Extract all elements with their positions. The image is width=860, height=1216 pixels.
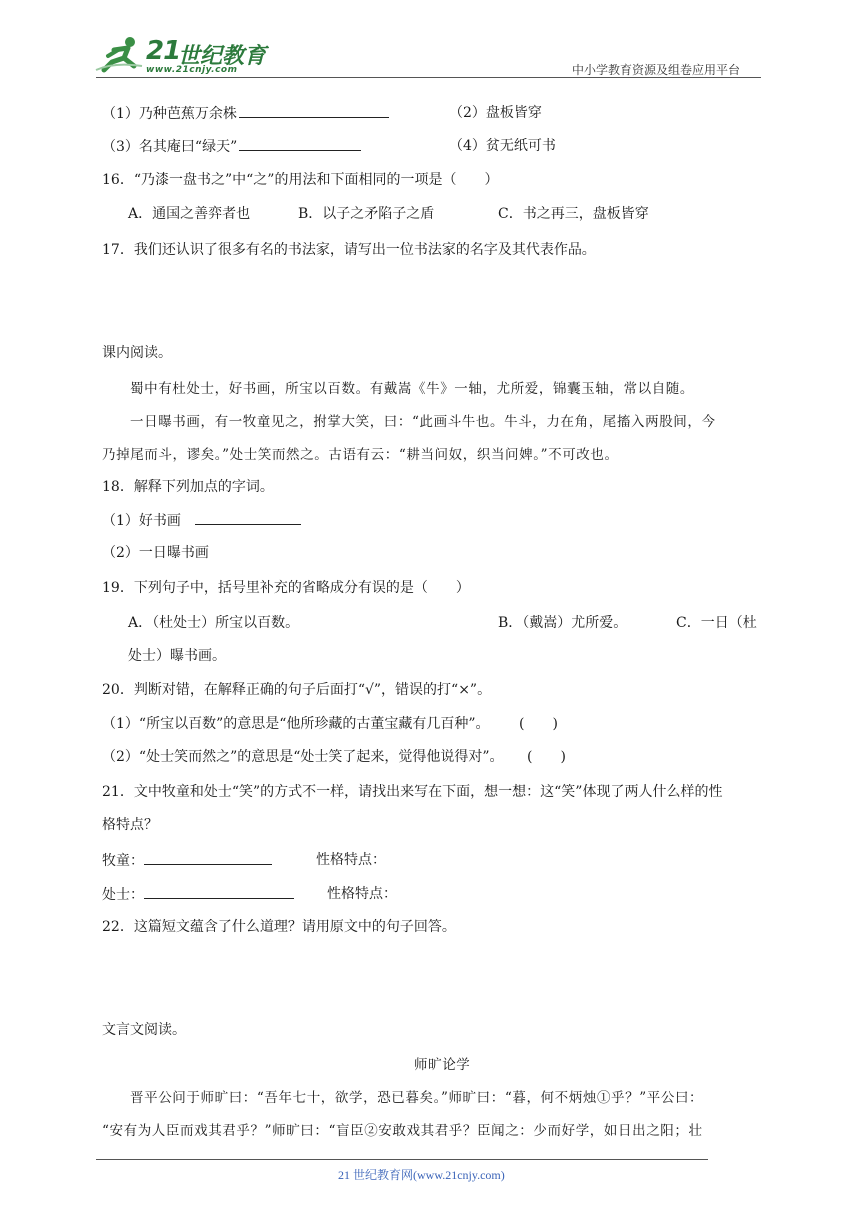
q19-option-c-cont: 处士）曝书画。 <box>128 648 226 664</box>
q21-trait-label: 性格特点： <box>316 852 386 868</box>
q19-option-c[interactable]: C．一日（杜 <box>676 615 757 631</box>
runner-logo-icon <box>94 36 146 74</box>
q18-stem: 18．解释下列加点的字词。 <box>102 479 274 495</box>
q16-option-b[interactable]: B．以子之矛陷子之盾 <box>298 206 435 222</box>
q15-item-1: （1）乃种芭蕉万余株 <box>102 103 389 124</box>
header-rule <box>96 77 761 78</box>
passage-paragraph: 晋平公问于师旷曰：“吾年七十，欲学，恐已暮矣。”师旷曰：“暮，何不炳烛①乎？”平公曰： <box>130 1090 704 1106</box>
logo-text: 世纪教育 <box>178 44 267 69</box>
q21-stem: 21．文中牧童和处士“笑”的方式不一样，请找出来写在下面，想一想：这“笑”体现了两人什么样的性 <box>102 784 723 800</box>
q20-stem: 20．判断对错，在解释正确的句子后面打“√”，错误的打“×”。 <box>102 682 492 698</box>
passage-title: 师旷论学 <box>414 1057 471 1073</box>
q15-item-2: （2）盘板皆穿 <box>449 105 542 121</box>
answer-blank[interactable] <box>144 884 294 899</box>
q16-option-c[interactable]: C．书之再三，盘板皆穿 <box>498 206 649 222</box>
passage-paragraph: “安有为人臣而戏其君乎？”师旷曰：“盲臣②安敢戏其君乎？臣闻之：少而好学，如日出之阳；壮 <box>102 1123 703 1139</box>
passage-paragraph: 蜀中有杜处士，好书画，所宝以百数。有戴嵩《牛》一轴，尤所爱，锦囊玉轴，常以自随。 <box>130 381 694 397</box>
logo-url: www.21cnjy.com <box>146 65 238 75</box>
passage-paragraph: 乃掉尾而斗，谬矣。”处士笑而然之。古语有云：“耕当问奴，织当问婢。”不可改也。 <box>102 447 619 463</box>
answer-blank[interactable] <box>144 850 272 865</box>
q18-item-1: （1）好书画 <box>102 510 301 531</box>
q19-option-a[interactable]: A．（杜处士）所宝以百数。 <box>128 615 300 631</box>
q16-stem: 16．“乃漆一盘书之”中“之”的用法和下面相同的一项是（ ） <box>102 172 499 188</box>
q21-line-herd-boy: 牧童： <box>102 850 272 871</box>
answer-blank[interactable] <box>195 510 301 525</box>
q16-option-a[interactable]: A．通国之善弈者也 <box>128 206 251 222</box>
q21-line-scholar: 处士： <box>102 884 294 905</box>
q20-item-1: （1）“所宝以百数”的意思是“他所珍藏的古董宝藏有几百种”。 <box>102 716 490 732</box>
q15-item-4: （4）贫无纸可书 <box>449 138 556 154</box>
q15-item-3: （3）名其庵曰“绿天” <box>102 136 361 157</box>
passage-paragraph: 一日曝书画，有一牧童见之，拊掌大笑，曰：“此画斗牛也。牛斗，力在角，尾搐入两股间，今 <box>130 414 716 430</box>
logo-number: 21 <box>146 36 181 66</box>
q20-item-2: （2）“处士笑而然之”的意思是“处士笑了起来，觉得他说得对”。 <box>102 749 504 765</box>
footer-rule <box>96 1159 708 1160</box>
section-title: 文言文阅读。 <box>102 1022 186 1038</box>
q22-stem: 22．这篇短文蕴含了什么道理？请用原文中的句子回答。 <box>102 919 456 935</box>
answer-blank[interactable] <box>239 136 361 151</box>
section-title: 课内阅读。 <box>102 345 172 361</box>
answer-blank[interactable] <box>239 103 389 118</box>
q20-item-2-answer[interactable]: ( ) <box>527 749 566 765</box>
q18-item-2: （2）一日曝书画 <box>102 545 209 561</box>
q20-item-1-answer[interactable]: ( ) <box>519 716 558 732</box>
q17-stem: 17．我们还认识了很多有名的书法家，请写出一位书法家的名字及其代表作品。 <box>102 242 596 258</box>
q21-trait-label: 性格特点： <box>327 886 397 902</box>
footer-text: 21 世纪教育网(www.21cnjy.com) <box>338 1168 505 1182</box>
q19-option-b[interactable]: B．（戴嵩）尤所爱。 <box>498 615 628 631</box>
q21-stem-cont: 格特点？ <box>102 817 158 833</box>
q19-stem: 19．下列句子中，括号里补充的省略成分有误的是（ ） <box>102 580 470 596</box>
platform-name: 中小学教育资源及组卷应用平台 <box>572 63 741 77</box>
